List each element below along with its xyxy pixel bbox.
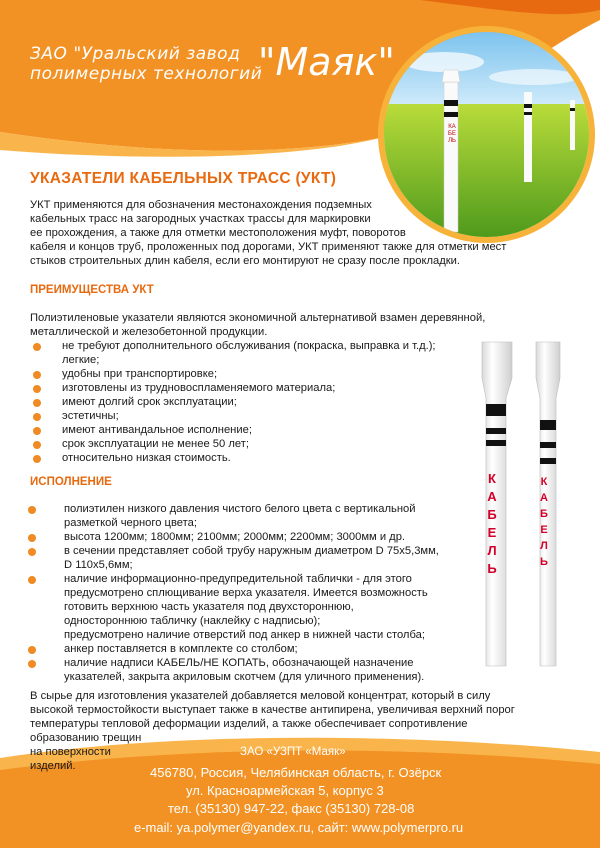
closing-line: изделий.: [30, 760, 76, 772]
closing-line: температуры тепловой деформации изделий, а также обеспечивает сопротивление: [30, 718, 468, 730]
company-name-line2: полимерных технологий: [30, 64, 263, 84]
advantage-item: изготовлены из трудновоспламеняемого материала;: [62, 382, 336, 394]
execution-item: полиэтилен низкого давления чистого белого цвета с вертикальной: [64, 503, 416, 515]
footer-company: ЗАО «УЗПТ «Маяк»: [240, 746, 346, 758]
intro-line: кабеля и концов труб, проложенных под дорогами, УКТ применяют также для отметки мест: [30, 241, 507, 253]
page-title: УКАЗАТЕЛИ КАБЕЛЬНЫХ ТРАСС (УКТ): [30, 170, 337, 187]
marker-label-left: КАБЕЛЬ: [487, 471, 497, 576]
bullet-icon: [33, 399, 41, 407]
execution-item: D 110х5,6мм;: [64, 559, 133, 571]
intro-line: стыков строительных длин кабеля, если его монтируют не сразу после прокладки.: [30, 255, 461, 267]
execution-item: предусмотрено наличие отверстий под анкер в нижней части столба;: [64, 629, 425, 641]
intro-line: ее прохождения, а также для отметки местоположения муфт, поворотов: [30, 227, 406, 239]
bullet-icon: [28, 576, 36, 584]
execution-item: наличие надписи КАБЕЛЬ/НЕ КОПАТЬ, обозначающей назначение: [64, 657, 414, 669]
bullet-icon: [33, 371, 41, 379]
closing-line: В сырье для изготовления указателей добавляется меловой концентрат, который в силу: [30, 690, 491, 702]
advantages-heading: ПРЕИМУЩЕСТВА УКТ: [30, 284, 154, 296]
execution-item: наличие информационно-предупредительной таблички - для этого: [64, 573, 412, 585]
bullet-icon: [33, 413, 41, 421]
bullet-icon: [33, 385, 41, 393]
closing-line: на поверхности: [30, 746, 111, 758]
execution-item: одностороннюю табличку (наклейку с надписью);: [64, 615, 321, 627]
advantage-item: имеют долгий срок эксплуатации;: [62, 396, 237, 408]
photo-marker-label: КАБЕЛЬ: [448, 124, 456, 144]
advantage-item: срок эксплуатации не менее 50 лет;: [62, 438, 249, 450]
advantage-item: эстетичны;: [62, 410, 119, 422]
footer-contacts: e-mail: ya.polymer@yandex.ru, сайт: www.polymerpro.ru: [134, 820, 464, 835]
advantage-item: легкие;: [62, 354, 100, 366]
bullet-icon: [33, 441, 41, 449]
execution-item: разметкой черного цвета;: [64, 517, 197, 529]
execution-item: указателей, закрыта акриловым скотчем (для уличного применения).: [64, 671, 425, 683]
company-name-line1: ЗАО "Уральский завод: [30, 44, 241, 64]
bullet-icon: [28, 660, 36, 668]
intro-line: УКТ применяются для обозначения местонахождения подземных: [30, 199, 372, 211]
execution-item: готовить верхнюю часть указателя под двухстороннюю,: [64, 601, 354, 613]
execution-item: в сечении представляет собой трубу наружным диаметром D 75х5,3мм,: [64, 545, 439, 557]
advantage-item: относительно низкая стоимость.: [62, 452, 231, 464]
advantage-item: не требуют дополнительного обслуживания (покраска, выправка и т.д.);: [62, 340, 436, 352]
closing-line: образованию трещин: [30, 732, 142, 744]
brand-name: "Маяк": [258, 40, 395, 84]
execution-item: высота 1200мм; 1800мм; 2100мм; 2000мм; 2200мм; 3000мм и др.: [64, 531, 406, 543]
closing-line: высокой термостойкости выступает также в качестве антипирена, увеличивая верхний порог: [30, 704, 515, 716]
footer-address1: 456780, Россия, Челябинская область, г. Озёрск: [150, 765, 442, 780]
advantages-lead: металлической и железобетонной продукции.: [30, 326, 268, 338]
advantage-item: имеют антивандальное исполнение;: [62, 424, 252, 436]
bullet-icon: [28, 548, 36, 556]
bullet-icon: [28, 646, 36, 654]
advantages-lead: Полиэтиленовые указатели являются экономичной альтернативой взамен деревянной,: [30, 312, 486, 324]
bullet-icon: [33, 455, 41, 463]
marker-label-right: КАБЕЛЬ: [540, 476, 548, 568]
execution-heading: ИСПОЛНЕНИЕ: [30, 476, 112, 488]
bullet-icon: [28, 534, 36, 542]
bullet-icon: [33, 427, 41, 435]
field-photo: [384, 32, 589, 237]
footer-phones: тел. (35130) 947-22, факс (35130) 728-08: [168, 801, 415, 816]
execution-item: предусмотрено сплющивание верха указателя. Имеется возможность: [64, 587, 428, 599]
intro-line: кабельных трасс на загородных участках трассы для маркировки: [30, 213, 371, 225]
bullet-icon: [28, 506, 36, 514]
advantage-item: удобны при транспортировке;: [62, 368, 218, 380]
footer-address2: ул. Красноармейская 5, корпус 3: [186, 783, 384, 798]
bullet-icon: [33, 343, 41, 351]
execution-item: анкер поставляется в комплекте со столбом;: [64, 643, 298, 655]
